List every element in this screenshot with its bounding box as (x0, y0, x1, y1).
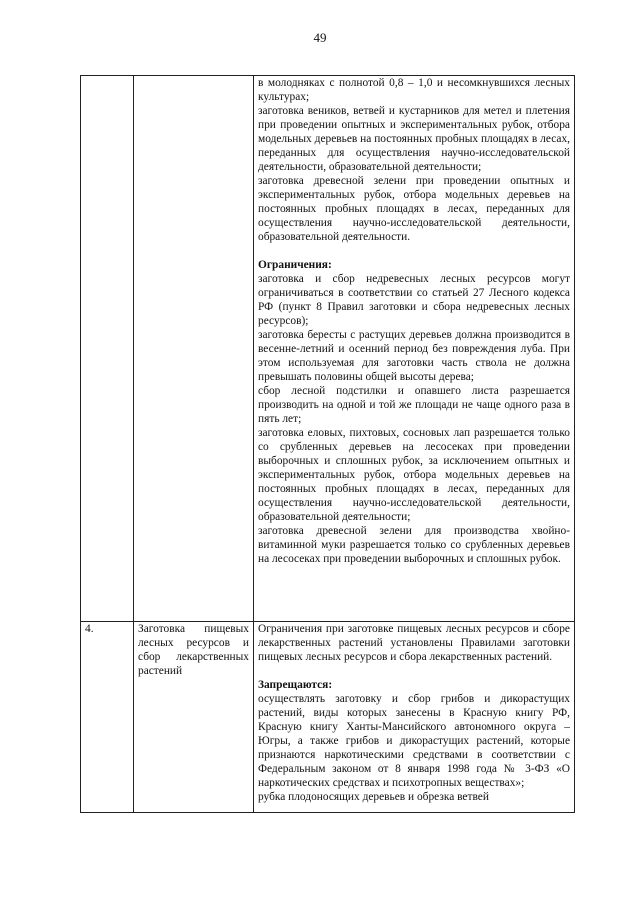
row-name-cell (134, 76, 254, 622)
row-content-cell (254, 622, 575, 813)
row-number-cell: 4. (81, 622, 134, 813)
paragraph: заготовка древесной зелени для производства хвойно-витаминной муки разрешается только со срубленных деревьев на лесосеках при проведении выборочных и сплошных рубок. (258, 525, 570, 565)
paragraph: осуществлять заготовку и сбор грибов и дикорастущих растений, виды которых занесены в Красную книгу РФ, Красную книгу Ханты-Мансийского автономного округа – Югры, а также грибов и дикорастущих растений, которые признаются наркотическими средствами в соответствии с Федеральным законом от 8 января 1998 года № 3-ФЗ «О наркотических средствах и психотропных веществах»; (258, 693, 570, 789)
row-name-cell (134, 622, 254, 813)
row-number-cell (81, 76, 134, 622)
section-heading: Ограничения: (258, 259, 332, 271)
paragraph: заготовка и сбор недревесных лесных ресурсов могут ограничиваться в соответствии со статьей 27 Лесного кодекса РФ (пункт 8 Правил заготовки и сбора недревесных лесных ресурсов); (258, 273, 570, 327)
paragraph: заготовка бересты с растущих деревьев должна производится в весенне-летний и осенний период без повреждения луба. При этом используемая для заготовки часть ствола не должна превышать половины общей высоты дерева; (258, 329, 570, 383)
regulations-table (80, 75, 575, 813)
resource-name: Заготовка пищевых лесных ресурсов и сбор лекарственных растений (138, 623, 249, 677)
paragraph: заготовка веников, ветвей и кустарников для метел и плетения при проведении опытных и экспериментальных рубок, отбора модельных деревьев на постоянных пробных площадях в лесах, переданных для осуществления научно-исследовательской деятельности, образовательной деятельности; (258, 105, 570, 173)
paragraph: сбор лесной подстилки и опавшего листа разрешается производить на одной и той же площади не чаще одного раза в пять лет; (258, 385, 570, 425)
table-row (81, 622, 575, 813)
paragraph: рубка плодоносящих деревьев и обрезка ветвей (258, 791, 489, 803)
section-heading: Запрещаются: (258, 679, 333, 691)
row-content-cell (254, 76, 575, 622)
paragraph: заготовка древесной зелени при проведении опытных и экспериментальных рубок, отбора модельных деревьев на постоянных пробных площадях в лесах, переданных для осуществления научно-исследовательской деятельности, образовательной деятельности. (258, 175, 570, 243)
page-number: 49 (313, 30, 327, 45)
paragraph: в молодняках с полнотой 0,8 – 1,0 и несомкнувшихся лесных культурах; (258, 77, 570, 103)
paragraph: заготовка еловых, пихтовых, сосновых лап разрешается только со срубленных деревьев на лесосеках при проведении выборочных и сплошных рубок, за исключением опытных и экспериментальных рубок, отбора модельных деревьев на постоянных пробных площадях в лесах, переданных для осуществления научно-исследовательской деятельности, образовательной деятельности; (258, 427, 570, 523)
table-row (81, 76, 575, 622)
paragraph: Ограничения при заготовке пищевых лесных ресурсов и сборе лекарственных растений установлены Правилами заготовки пищевых лесных ресурсов и сбора лекарственных растений. (258, 623, 570, 663)
